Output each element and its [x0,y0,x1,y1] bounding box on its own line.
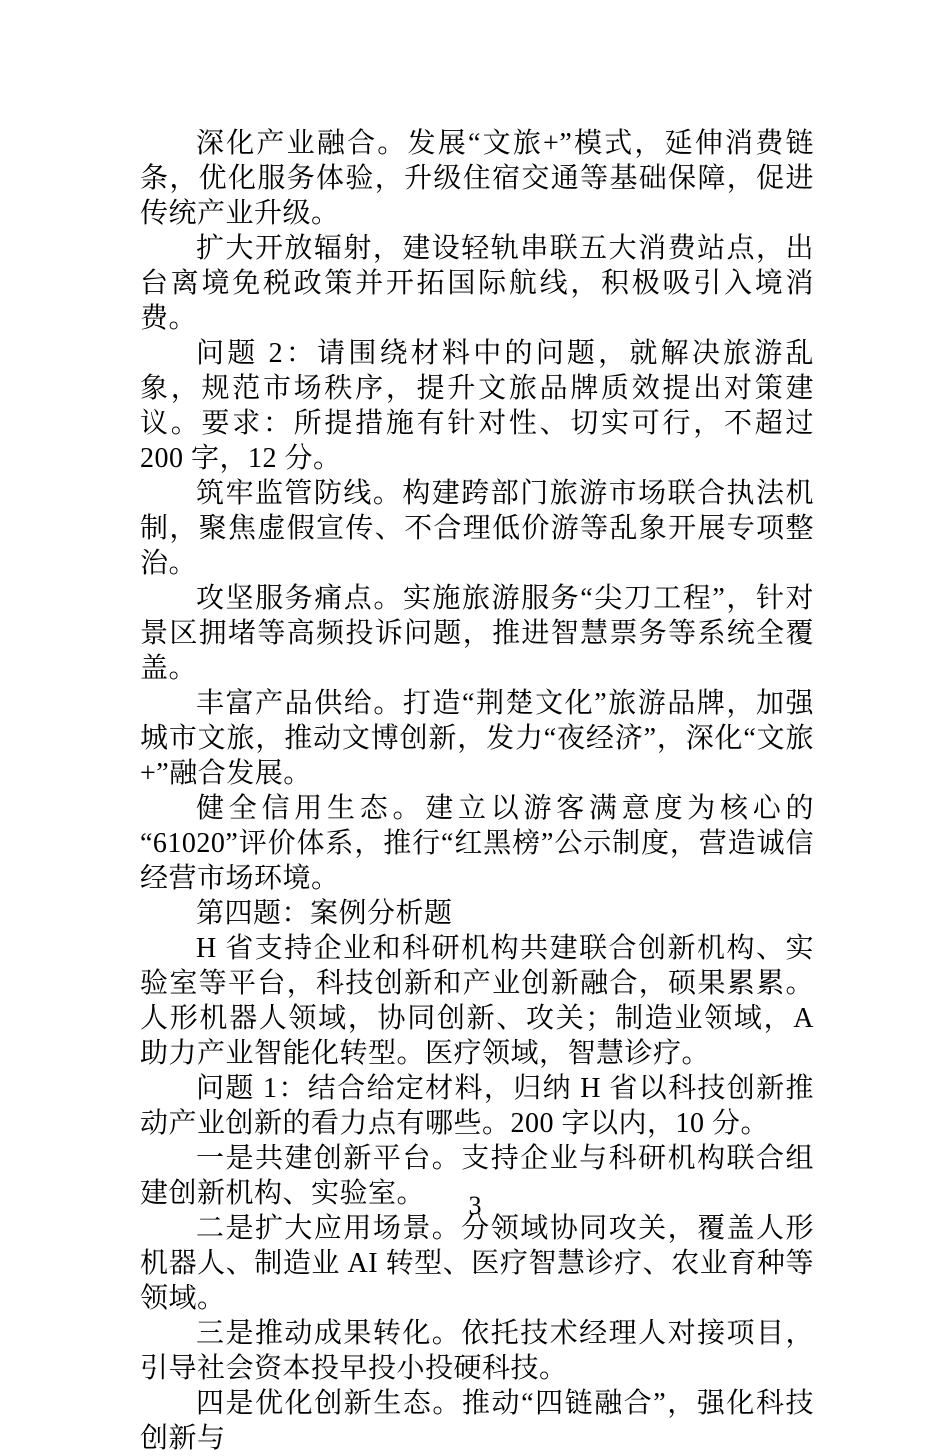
paragraph-answer-point-2: 二是扩大应用场景。分领域协同攻关，覆盖人形机器人、制造业 AI 转型、医疗智慧诊疗、农业育种等领域。 [140,1213,814,1314]
paragraph-question-2: 问题 2：请围绕材料中的问题，就解决旅游乱象，规范市场秩序，提升文旅品牌质效提出对策建议。要求：所提措施有针对性、切实可行，不超过 200 字，12 分。 [140,338,814,474]
paragraph-answer-point-4: 四是优化创新生态。推动“四链融合”，强化科技创新与 [140,1388,814,1454]
paragraph-answer-point-3: 三是推动成果转化。依托技术经理人对接项目，引导社会资本投早投小投硬科技。 [140,1318,814,1384]
document-text-block [140,126,814,1456]
paragraph-service-painpoints: 攻坚服务痛点。实施旅游服务“尖刀工程”，针对景区拥堵等高频投诉问题，推进智慧票务等系统全覆盖。 [140,583,814,684]
page-number: 3 [468,1191,482,1220]
paragraph-product-supply: 丰富产品供给。打造“荆楚文化”旅游品牌，加强城市文旅，推动文博创新，发力“夜经济”，深化“文旅+”融合发展。 [140,688,814,789]
paragraph-answer-point-1: 一是共建创新平台。支持企业与科研机构联合组建创新机构、实验室。 [140,1143,814,1209]
paragraph-industry-fusion: 深化产业融合。发展“文旅+”模式，延伸消费链条，优化服务体验，升级住宿交通等基础保障，促进传统产业升级。 [140,128,814,229]
paragraph-open-radiation: 扩大开放辐射，建设轻轨串联五大消费站点，出台离境免税政策并开拓国际航线，积极吸引入境消费。 [140,233,814,334]
paragraph-question-1: 问题 1：结合给定材料，归纳 H 省以科技创新推动产业创新的看力点有哪些。200 字以内，10 分。 [140,1073,814,1139]
paragraph-regulation-line: 筑牢监管防线。构建跨部门旅游市场联合执法机制，聚焦虚假宣传、不合理低价游等乱象开展专项整治。 [140,478,814,579]
paragraph-h-province-intro: H 省支持企业和科研机构共建联合创新机构、实验室等平台，科技创新和产业创新融合，硕果累累。人形机器人领域，协同创新、攻关；制造业领域，A 助力产业智能化转型。医疗领域，智慧诊疗。 [140,933,814,1069]
paragraph-credit-ecology: 健全信用生态。建立以游客满意度为核心的“61020”评价体系，推行“红黑榜”公示制度，营造诚信经营市场环境。 [140,793,814,894]
heading-question-4-case-analysis: 第四题：案例分析题 [196,898,453,929]
